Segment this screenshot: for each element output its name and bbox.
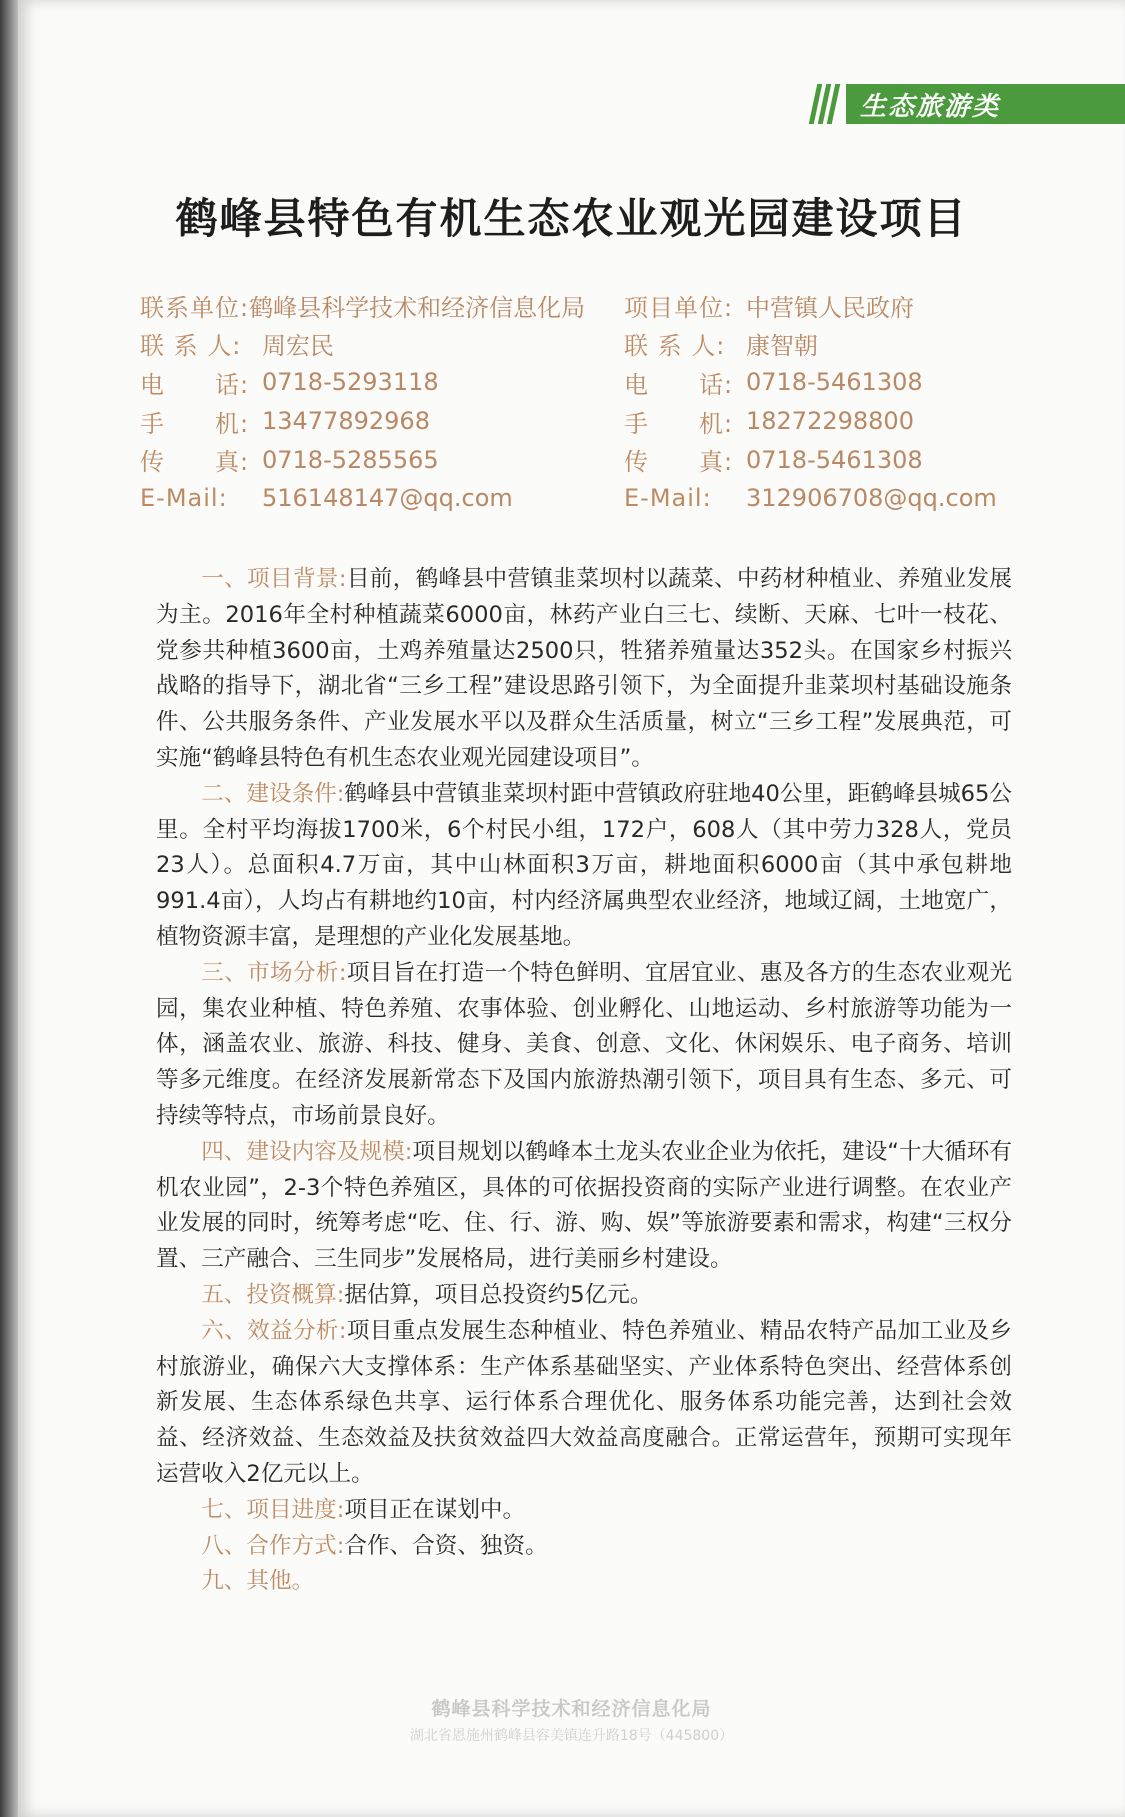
contact-column-left (140, 286, 586, 518)
section-text: 项目规划以鹤峰本土龙头农业企业为依托，建设“十大循环有机农业园”，2-3个特色养殖区，具体的可依据投资商的实际产业进行调整。在农业产业发展的同时，统筹考虑“吃、住、行、游、购、娱”等旅游要素和需求，构建“三权分置、三产融合、三生同步”发展格局，进行美丽乡村建设。 (156, 1138, 1012, 1273)
contact-label: 传 真: (140, 448, 250, 477)
contact-label: 电 话: (140, 370, 250, 399)
section-heading: 四、建设内容及规模: (201, 1138, 413, 1165)
section-progress (156, 1493, 1012, 1529)
contact-row (140, 402, 580, 441)
section-market (156, 956, 1012, 1135)
contact-label: 传 真: (624, 448, 734, 477)
contact-label: 电 话: (624, 370, 734, 399)
category-label: 生态旅游类 (846, 84, 1125, 124)
contact-row (140, 363, 580, 402)
contact-row (624, 325, 1064, 364)
contact-label: E-Mail: (624, 484, 712, 513)
page-title: 鹤峰县特色有机生态农业观光园建设项目 (175, 194, 968, 243)
contact-row (624, 363, 1064, 402)
page-footer (18, 1694, 1125, 1745)
document-page (18, 0, 1125, 1817)
footer-organization: 鹤峰县科学技术和经济信息化局 (431, 1698, 712, 1720)
section-conditions (156, 777, 1012, 956)
section-background (156, 562, 1012, 777)
contact-label: 联系单位: (140, 293, 250, 322)
section-text: 项目正在谋划中。 (344, 1496, 526, 1523)
contact-value: 516148147@qq.com (262, 484, 513, 513)
contact-value: 0718-5461308 (746, 445, 923, 474)
category-tag (813, 84, 1125, 124)
section-benefits (156, 1314, 1012, 1493)
contact-label: 手 机: (140, 409, 250, 438)
section-investment (156, 1278, 1012, 1314)
section-heading: 三、市场分析: (201, 959, 347, 986)
contact-label: 联 系 人: (624, 332, 726, 361)
contact-value: 康智朝 (746, 332, 818, 361)
footer-address: 湖北省恩施州鹤峰县容美镇连升路18号（445800） (409, 1728, 734, 1744)
contact-row (624, 479, 1064, 518)
contact-value: 周宏民 (262, 332, 334, 361)
book-binding-edge (0, 0, 18, 1817)
section-text: 项目旨在打造一个特色鲜明、宜居宜业、惠及各方的生态农业观光园，集农业种植、特色养殖、农事体验、创业孵化、山地运动、乡村旅游等功能为一体，涵盖农业、旅游、科技、健身、美食、创意、文化、休闲娱乐、电子商务、培训等多元维度。在经济发展新常态下及国内旅游热潮引领下，项目具有生态、多元、可持续等特点，市场前景良好。 (156, 959, 1012, 1129)
contact-value: 13477892968 (262, 407, 430, 436)
contact-row (140, 479, 580, 518)
contact-value: 0718-5461308 (746, 368, 923, 397)
contact-column-right (624, 286, 1064, 518)
contact-value: 鹤峰县科学技术和经济信息化局 (249, 293, 586, 322)
tag-stripes-decoration (813, 84, 836, 124)
contact-label: 手 机: (624, 409, 734, 438)
contact-value: 中营镇人民政府 (746, 293, 914, 322)
contact-value: 0718-5293118 (262, 368, 439, 397)
contact-row (624, 402, 1064, 441)
contact-row (140, 440, 580, 479)
contact-row (624, 286, 1064, 325)
section-cooperation (156, 1529, 1012, 1565)
contact-label: E-Mail: (140, 484, 228, 513)
section-heading: 七、项目进度: (201, 1496, 345, 1523)
contact-value: 312906708@qq.com (746, 484, 997, 513)
section-text: 目前，鹤峰县中营镇韭菜坝村以蔬菜、中药材种植业、养殖业发展为主。2016年全村种植蔬菜6000亩，林药产业白三七、续断、天麻、七叶一枝花、党参共种植3600亩，土鸡养殖量达2500只，牲猪养殖量达352头。在国家乡村振兴战略的指导下，湖北省“三乡工程”建设思路引领下，为全面提升韭菜坝村基础设施条件、公共服务条件、产业发展水平以及群众生活质量，树立“三乡工程”发展典范，可实施“鹤峰县特色有机生态农业观光园建设项目”。 (156, 566, 1012, 771)
contact-value: 0718-5285565 (262, 445, 439, 474)
contact-row (624, 440, 1064, 479)
section-heading: 二、建设条件: (201, 780, 345, 807)
section-scope (156, 1135, 1012, 1278)
section-text: 鹤峰县中营镇韭菜坝村距中营镇政府驻地40公里，距鹤峰县城65公里。全村平均海拔1700米，6个村民小组，172户，608人（其中劳力328人，党员23人）。总面积4.7万亩，其中山林面积3万亩，耕地面积6000亩（其中承包耕地991.4亩），人均占有耕地约10亩，村内经济属典型农业经济，地域辽阔，土地宽广，植物资源丰富，是理想的产业化发展基地。 (156, 780, 1012, 950)
section-text: 项目重点发展生态种植业、特色养殖业、精品农特产品加工业及乡村旅游业，确保六大支撑体系：生产体系基础坚实、产业体系特色突出、经营体系创新发展、生态体系绿色共享、运行体系合理优化、服务体系功能完善，达到社会效益、经济效益、生态效益及扶贫效益四大效益高度融合。正常运营年，预期可实现年运营收入2亿元以上。 (156, 1317, 1012, 1487)
section-other (156, 1564, 1012, 1600)
section-heading: 八、合作方式: (201, 1532, 345, 1559)
contact-row (140, 286, 586, 325)
contact-row (140, 325, 580, 364)
section-heading: 六、效益分析: (201, 1317, 347, 1344)
section-heading: 一、项目背景: (201, 566, 347, 592)
project-body (156, 562, 1012, 1600)
contact-label: 联 系 人: (140, 332, 242, 361)
contact-value: 18272298800 (746, 407, 914, 436)
section-text: 据估算，项目总投资约5亿元。 (344, 1281, 653, 1308)
section-heading: 九、其他。 (201, 1568, 315, 1595)
section-heading: 五、投资概算: (201, 1281, 345, 1308)
section-text: 合作、合资、独资。 (344, 1532, 548, 1559)
contact-label: 项目单位: (624, 293, 734, 322)
